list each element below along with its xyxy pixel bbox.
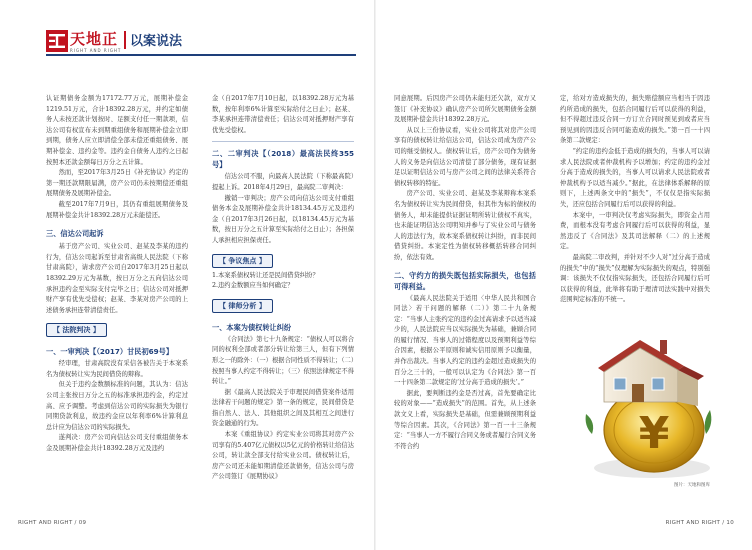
- right-page: [376, 0, 752, 550]
- brand-subtitle: RIGHT AND RIGHT: [70, 48, 122, 53]
- section-heading: 三、信达公司起诉: [46, 229, 104, 239]
- issue-item: 2.违约金数额应当如何确定？: [212, 282, 294, 290]
- paragraph: 《合同法》第七十九条规定：“债权人可以将合同的权利全部或者部分转让给第三人，但有下列情形之一的除外：（一）根据合同性质不得转让；（二）按照当事人约定不得转让；（三）依照法律规定不得转让。”: [212, 335, 354, 386]
- issue-item: 1.本案系债权转让还是民间借贷纠纷？: [212, 271, 319, 279]
- column-3: [394, 94, 536, 452]
- page-footer: RIGHT AND RIGHT / 10: [665, 520, 734, 526]
- section-title: 以案说法: [130, 34, 183, 49]
- paragraph: 基于房产公司、实业公司、赵某及李某的违约行为，信达公司起诉至甘肃省高级人民法院（下称甘肃高院），请求房产公司自2017年3月25日起以18392.29万元为基数，按日万分之五向信达公司承担违约金至实际支付完毕之日；信达公司对抵押财产享有优先受偿权；赵某、李某对房产公司的上述债务承担连带清偿责任。: [46, 243, 188, 314]
- column-2: [212, 94, 354, 483]
- dispute-label: 【 争议焦点 】: [212, 254, 273, 268]
- analysis-point-heading: 一、本案为债权转让纠纷: [212, 322, 292, 332]
- brand-name: 天地正: [70, 30, 119, 48]
- paragraph: 从以上三份协议看，实业公司将其对房产公司享有的债权转让给信达公司，信达公司成为房产公司的继受债权人。债权转让后，房产公司作为债务人的义务是向信达公司清偿了部分债务，现有证据足以证明信达公司与房产公司之间的法律关系符合债权转移的特征。: [394, 126, 536, 187]
- analysis-label: 【 律师分析 】: [212, 299, 273, 313]
- paragraph: “约定的违约金低于造成的损失的，当事人可以请求人民法院或者仲裁机构予以增加；约定的违约金过分高于造成的损失的，当事人可以请求人民法院或者仲裁机构予以适当减少。”据此，在法律体系解释的原则下，上述两条文中的“损失”，不仅仅是指实际损失，还应包括合同履行后可以获得的利益。: [560, 147, 710, 208]
- paragraph: 经审理，甘肃高院没有采信各被告关于本案系名为债权转让实为民间借贷的辩称。: [46, 360, 188, 378]
- verdict-label: 【 法院判决 】: [46, 323, 107, 337]
- paragraph: 《最高人民法院关于适用〈中华人民共和国合同法〉若干问题的解释（二）》第二十九条规定：“当事人主张约定的违约金过高请求予以适当减少的，人民法院应当以实际损失为基础，兼顾合同的履行情况、当事人的过错程度以及预期利益等综合因素，根据公平原则和诚实信用原则予以衡量，并作出裁决。当事人约定的违约金超过造成损失的百分之三十的，一般可以认定为《合同法》第一百一十四条第二款规定的‘过分高于造成的损失’。”: [394, 294, 536, 387]
- paragraph: 然而，至2017年3月25日《补充协议》约定的第一期还款期限届满，房产公司仍未按期偿还重组展期债务及展期补偿金。: [46, 169, 188, 198]
- image-caption: 图片：天地和图库: [674, 483, 710, 488]
- paragraph: 据《最高人民法院关于审理民间借贷案件适用法律若干问题的规定》第一条的规定，民间借贷是指自然人、法人、其他组织之间及其相互之间进行资金融通的行为。: [212, 388, 354, 428]
- paragraph: 认证期债务金额为17172.77万元，展期补偿金1219.51万元，合计18392.28万元，并约定如债务人未按还款计划按时、足额支付任一期款项，信达公司有权宣布未到期重组债务和展期补偿金立即到期，债务人应立即清偿全部未偿还重组债务、展期补偿金、违约金等。违约金自债务人违约之日起按照本还款金额每日万分之五计算。: [46, 95, 188, 166]
- trial-heading: 一、一审判决【（2017）甘民初69号】: [46, 347, 174, 357]
- header-rule: [46, 54, 356, 56]
- paragraph: 信达公司不服，向最高人民法院（下称最高院）提起上诉。2018年4月29日，最高院二审判决：: [212, 173, 354, 191]
- paragraph: 最高院二审改判，并针对不少人对“过分高于造成的损失”中的“损失”仅理解为实际损失的观点，特别强调：该损失不仅仅指实际损失，还包括合同履行后可以获得的利益，此举将有助于理清司法实践中对损失范围判定标准的不统一。: [560, 253, 710, 304]
- page-footer: RIGHT AND RIGHT / 09: [18, 520, 87, 526]
- brand-logo-icon: [46, 30, 68, 52]
- header-divider: [124, 31, 126, 49]
- svg-text:¥: ¥: [638, 408, 670, 459]
- paragraph: 本案中，一审判决仅考虑实际损失，即资金占用费，而根本没有考虑合同履行后可以获得的利益，显然违反了《合同法》及其司法解释（二）的上述规定。: [560, 211, 710, 251]
- divider: [212, 141, 354, 142]
- paragraph: 但关于违约金数额标准的问题，其认为：信达公司主张按日万分之五的标准承担违约金，约定过高、应予调整。考虑到信达公司的实际损失为银行同期贷款利息，故违约金应以年利率6%计算利息总计应为信达公司的实际损失。: [46, 381, 188, 431]
- column-4: [560, 94, 710, 306]
- trial-heading: 二、二审判决【（2018）最高法民终355号】: [212, 149, 354, 170]
- paragraph: 截至2017年7月9日，其仍有重组展期债务及展期补偿金共计18392.28万元未能偿还。: [46, 200, 188, 219]
- paragraph: 房产公司、实业公司、赵某及李某辩称本案系名为债权转让实为民间借贷，但其作为标的债权的债务人，却未能提供证据证明所转让债权不真实，也未能证明信达公司明知并参与了实业公司与债务人的违法行为，故本案系债权转让纠纷，而非民间借贷纠纷。本案定性为债权转移概括转移合同纠纷，依法有效。: [394, 190, 536, 261]
- house-yen-illustration: [574, 318, 724, 488]
- paragraph: 金（自2017年7月10日起，以18392.28万元为基数，按年利率6%计算至实际给付之日止）；赵某、李某承担连带清偿责任；信达公司对抵押财产享有优先受偿权。: [212, 95, 354, 134]
- paragraph: 定，给对方造成损失的，损失赔偿额应当相当于因违约所造成的损失，包括合同履行后可以获得的利益，但不得超过违反合同一方订立合同时预见到或者应当预见到的因违反合同可能造成的损失。”第一百一十四条第二款规定：: [560, 95, 710, 145]
- paragraph: 遂判决：房产公司向信达公司支付重组债务本金及展期补偿金共计18392.28万元及违约: [46, 434, 188, 453]
- paragraph: 撤销一审判决；房产公司向信达公司支付重组债务本金及展期补偿金共计18134.45万元及违约金（自2017年3月26日起，以18134.45万元为基数，按日万分之五计算至实际给付之日止）；各担保人承担相应担保责任。: [212, 194, 354, 244]
- paragraph: 同意展期。后因房产公司仍未能归还欠款，双方又签订《补充协议》确认房产公司所欠展期债务金额及展期补偿金共计18392.28万元。: [394, 95, 536, 124]
- column-1: [46, 94, 188, 455]
- paragraph: 本案《重组协议》约定实业公司将其对房产公司享有的5.407亿元债权以5亿元的价格转让给信达公司，转让款全部支付给实业公司。债权转让后，房产公司还未能如期清偿还款债务，信达公司与房产公司签订《展期协议》: [212, 431, 354, 481]
- paragraph: 据此，要判断违约金是否过高，首先要确定比较的对象——“造成损失”的范围。首先，从上述条款文义上看，实际损失是基础，但需兼顾预期利益等综合因素。其次，《合同法》第一百一十三条规定：“当事人一方不履行合同义务或者履行合同义务不符合约: [394, 389, 536, 450]
- analysis-point-heading: 二、守约方的损失既包括实际损失，也包括可得利益。: [394, 270, 536, 291]
